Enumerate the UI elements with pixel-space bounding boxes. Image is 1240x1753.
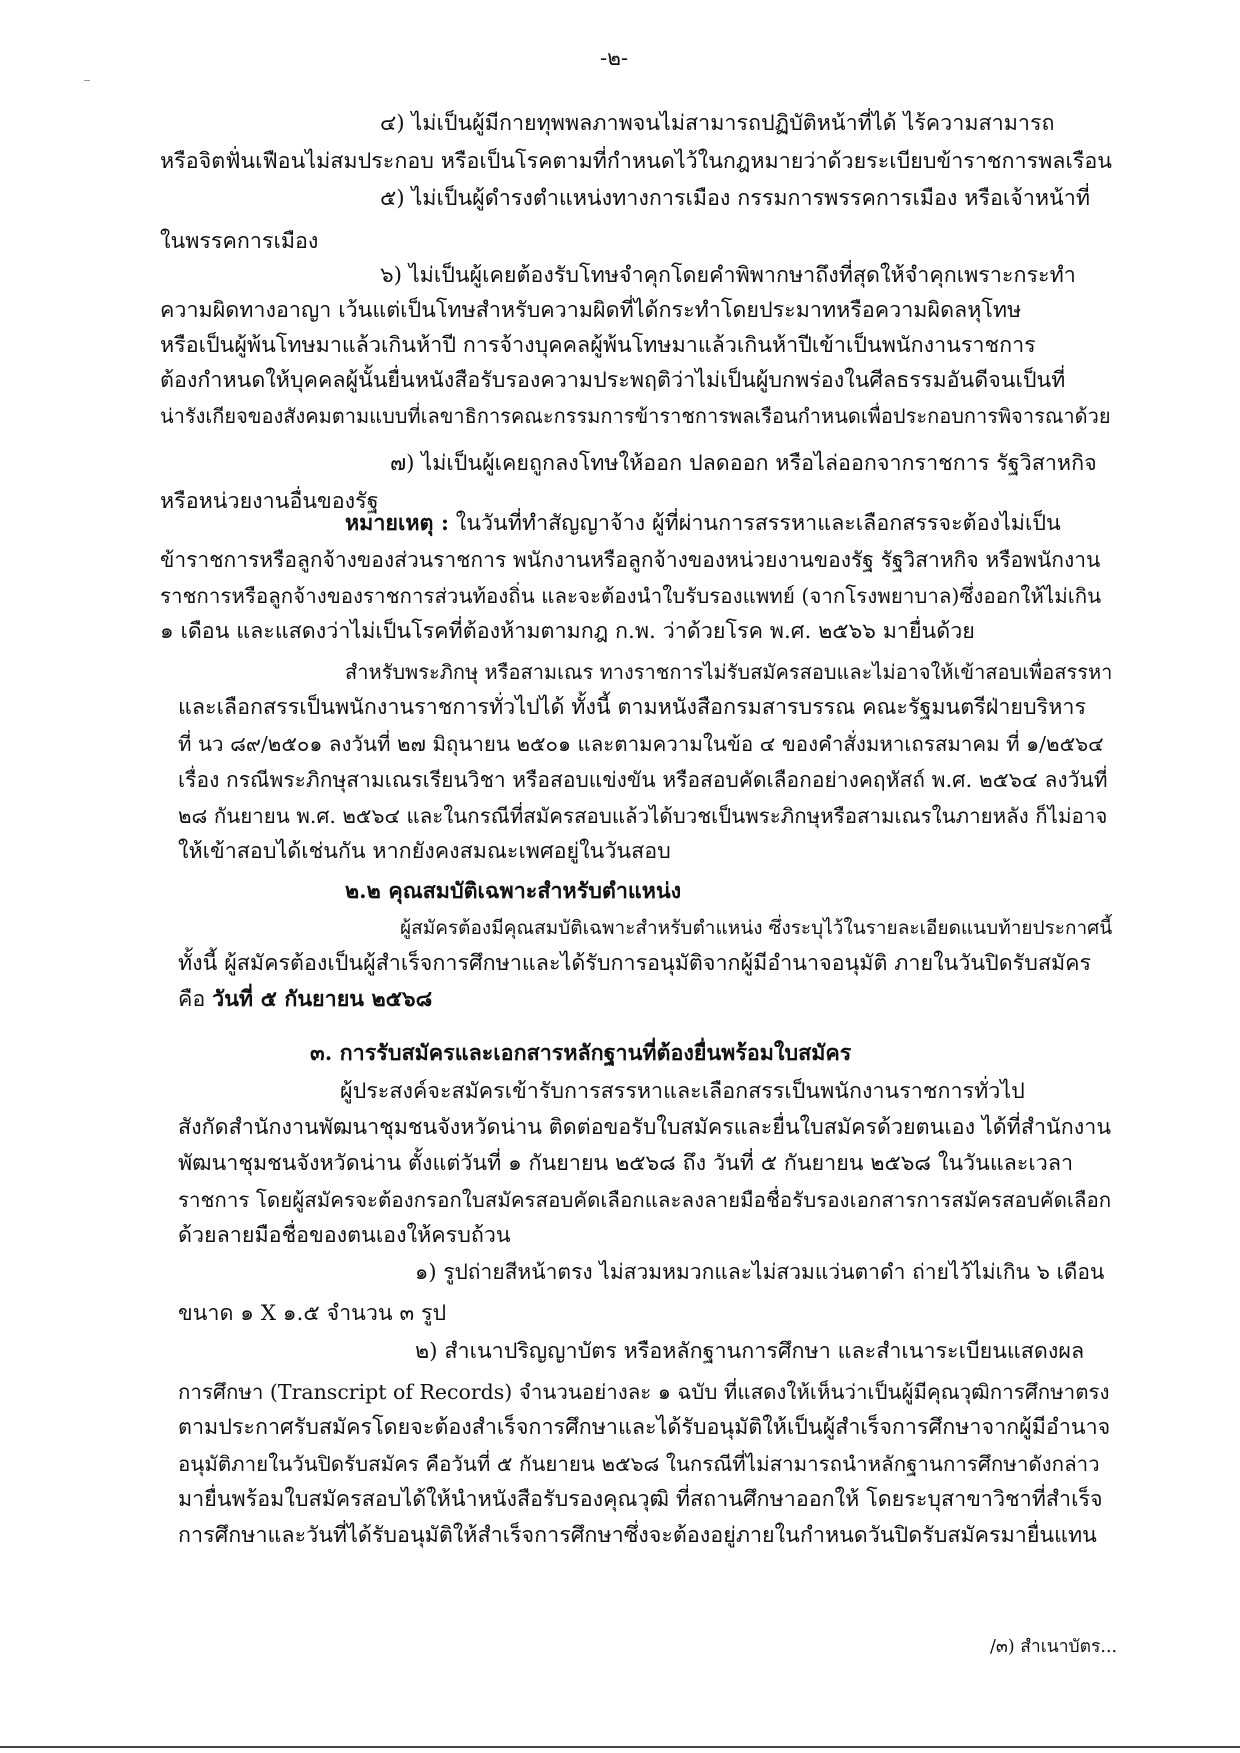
line-18: ที่ นว ๘๙/๒๕๐๑ ลงวันที่ ๒๗ มิถุนายน ๒๕๐๑ และตามความในข้อ ๔ ของคำสั่งมหาเถรสมาคม ที่ ๑/๒๕๖๔ xyxy=(178,732,1104,756)
line-13: ข้าราชการหรือลูกจ้างของส่วนราชการ พนักงานหรือลูกจ้างของหน่วยงานของรัฐ รัฐวิสาหกิจ หรือพนักงาน xyxy=(160,548,1101,572)
scan-artifact xyxy=(84,80,90,81)
continuation-ref: /๓) สำเนาบัตร... xyxy=(990,1637,1118,1657)
page-number: -๒- xyxy=(600,46,629,70)
line-20: ๒๘ กันยายน พ.ศ. ๒๕๖๔ และในกรณีที่สมัครสอบแล้วได้บวชเป็นพระภิกษุหรือสามเณรในภายหลัง ก็ไม่อาจ xyxy=(178,804,1108,828)
line-6: ความผิดทางอาญา เว้นแต่เป็นโทษสำหรับความผิดที่ได้กระทำโดยประมาทหรือความผิดลหุโทษ xyxy=(160,298,1022,323)
scan-edge-line xyxy=(0,1746,1240,1748)
deadline-prefix: คือ xyxy=(178,987,213,1012)
line-14: ราชการหรือลูกจ้างของราชการส่วนท้องถิ่น และจะต้องนำใบรับรองแพทย์ (จากโรงพยาบาล)ซึ่งออกให้ไม่เกิน xyxy=(160,584,1102,608)
section-3-heading: ๓. การรับสมัครและเอกสารหลักฐานที่ต้องยื่นพร้อมใบสมัคร xyxy=(310,1041,852,1066)
line-4: ในพรรคการเมือง xyxy=(160,229,319,254)
note-text: ในวันที่ทำสัญญาจ้าง ผู้ที่ผ่านการสรรหาและเลือกสรรจะต้องไม่เป็น xyxy=(448,511,1061,536)
line-19: เรื่อง กรณีพระภิกษุสามเณรเรียนวิชา หรือสอบแข่งขัน หรือสอบคัดเลือกอย่างคฤหัสถ์ พ.ศ. ๒๕๖๔ ลงวันที่ xyxy=(178,768,1108,792)
line-39: การศึกษาและวันที่ได้รับอนุมัติให้สำเร็จการศึกษาซึ่งจะต้องอยู่ภายในกำหนดวันปิดรับสมัครมายื่นแทน xyxy=(178,1523,1097,1548)
line-33: ขนาด ๑ X ๑.๕ จำนวน ๓ รูป xyxy=(178,1301,447,1326)
line-8: ต้องกำหนดให้บุคคลผู้นั้นยื่นหนังสือรับรองความประพฤติว่าไม่เป็นผู้บกพร่องในศีลธรรมอันดีจนเป็นที่ xyxy=(160,368,1066,393)
line-32: ๑) รูปถ่ายสีหน้าตรง ไม่สวมหมวกและไม่สวมแว่นตาดำ ถ่ายไว้ไม่เกิน ๖ เดือน xyxy=(415,1260,1105,1284)
line-36: ตามประกาศรับสมัครโดยจะต้องสำเร็จการศึกษาและได้รับอนุมัติให้เป็นผู้สำเร็จการศึกษาจากผู้มีอำนาจ xyxy=(178,1415,1111,1440)
line-38: มายื่นพร้อมใบสมัครสอบได้ให้นำหนังสือรับรองคุณวุฒิ ที่สถานศึกษาออกให้ โดยระบุสาขาวิชาที่สำเร็จ xyxy=(178,1487,1103,1512)
line-3: ๕) ไม่เป็นผู้ดำรงตำแหน่งทางการเมือง กรรมการพรรคการเมือง หรือเจ้าหน้าที่ xyxy=(380,186,1091,211)
line-1: ๔) ไม่เป็นผู้มีกายทุพพลภาพจนไม่สามารถปฏิบัติหน้าที่ได้ ไร้ความสามารถ xyxy=(380,111,1055,136)
line-9: น่ารังเกียจของสังคมตามแบบที่เลขาธิการคณะกรรมการข้าราชการพลเรือนกำหนดเพื่อประกอบการพิจารณาด้วย xyxy=(160,404,1111,428)
line-11: หรือหน่วยงานอื่นของรัฐ xyxy=(160,489,379,514)
line-29: พัฒนาชุมชนจังหวัดน่าน ตั้งแต่วันที่ ๑ กันยายน ๒๕๖๘ ถึง วันที่ ๕ กันยายน ๒๕๖๘ ในวันและเวลา xyxy=(178,1151,1074,1176)
deadline-line xyxy=(178,986,432,1014)
line-2: หรือจิตฟั่นเฟือนไม่สมประกอบ หรือเป็นโรคตามที่กำหนดไว้ในกฎหมายว่าด้วยระเบียบข้าราชการพลเรือน xyxy=(160,149,1112,174)
line-5: ๖) ไม่เป็นผู้เคยต้องรับโทษจำคุกโดยคำพิพากษาถึงที่สุดให้จำคุกเพราะกระทำ xyxy=(380,263,1076,288)
section-2-2-heading: ๒.๒ คุณสมบัติเฉพาะสำหรับตำแหน่ง xyxy=(345,879,682,904)
line-27: ผู้ประสงค์จะสมัครเข้ารับการสรรหาและเลือกสรรเป็นพนักงานราชการทั่วไป xyxy=(340,1079,1025,1104)
line-37: อนุมัติภายในวันปิดรับสมัคร คือวันที่ ๕ กันยายน ๒๕๖๘ ในกรณีที่ไม่สามารถนำหลักฐานการศึกษาดังกล่าว xyxy=(178,1452,1100,1476)
note-label: หมายเหตุ : xyxy=(345,511,449,536)
deadline-date: วันที่ ๕ กันยายน ๒๕๖๘ xyxy=(212,987,433,1012)
line-7: หรือเป็นผู้พ้นโทษมาแล้วเกินห้าปี การจ้างบุคคลผู้พ้นโทษมาแล้วเกินห้าปีเข้าเป็นพนักงานราชการ xyxy=(160,333,1036,358)
line-10: ๗) ไม่เป็นผู้เคยถูกลงโทษให้ออก ปลดออก หรือไล่ออกจากราชการ รัฐวิสาหกิจ xyxy=(390,451,1097,476)
line-30: ราชการ โดยผู้สมัครจะต้องกรอกใบสมัครสอบคัดเลือกและลงลายมือชื่อรับรองเอกสารการสมัครสอบคัดเลือก xyxy=(178,1188,1112,1212)
line-35: การศึกษา (Transcript of Records) จำนวนอย่างละ ๑ ฉบับ ที่แสดงให้เห็นว่าเป็นผู้มีคุณวุฒิการศึกษาตรง xyxy=(178,1380,1110,1404)
line-17: และเลือกสรรเป็นพนักงานราชการทั่วไปได้ ทั้งนี้ ตามหนังสือกรมสารบรรณ คณะรัฐมนตรีฝ่ายบริหาร xyxy=(178,695,1087,720)
line-23: ผู้สมัครต้องมีคุณสมบัติเฉพาะสำหรับตำแหน่ง ซึ่งระบุไว้ในรายละเอียดแนบท้ายประกาศนี้ xyxy=(400,917,1113,939)
line-21: ให้เข้าสอบได้เช่นกัน หากยังคงสมณะเพศอยู่ในวันสอบ xyxy=(178,839,671,864)
line-34: ๒) สำเนาปริญญาบัตร หรือหลักฐานการศึกษา และสำเนาระเบียนแสดงผล xyxy=(415,1339,1085,1364)
line-16: สำหรับพระภิกษุ หรือสามเณร ทางราชการไม่รับสมัครสอบและไม่อาจให้เข้าสอบเพื่อสรรหา xyxy=(345,660,1113,684)
line-15: ๑ เดือน และแสดงว่าไม่เป็นโรคที่ต้องห้ามตามกฎ ก.พ. ว่าด้วยโรค พ.ศ. ๒๕๖๖ มายื่นด้วย xyxy=(160,619,975,644)
note-line xyxy=(345,510,1061,538)
line-24: ทั้งนี้ ผู้สมัครต้องเป็นผู้สำเร็จการศึกษาและได้รับการอนุมัติจากผู้มีอำนาจอนุมัติ ภายในวันปิดรับสมัคร xyxy=(178,951,1092,976)
line-31: ด้วยลายมือชื่อของตนเองให้ครบถ้วน xyxy=(178,1223,511,1248)
line-28: สังกัดสำนักงานพัฒนาชุมชนจังหวัดน่าน ติดต่อขอรับใบสมัครและยื่นใบสมัครด้วยตนเอง ได้ที่สำนักงาน xyxy=(178,1115,1112,1140)
